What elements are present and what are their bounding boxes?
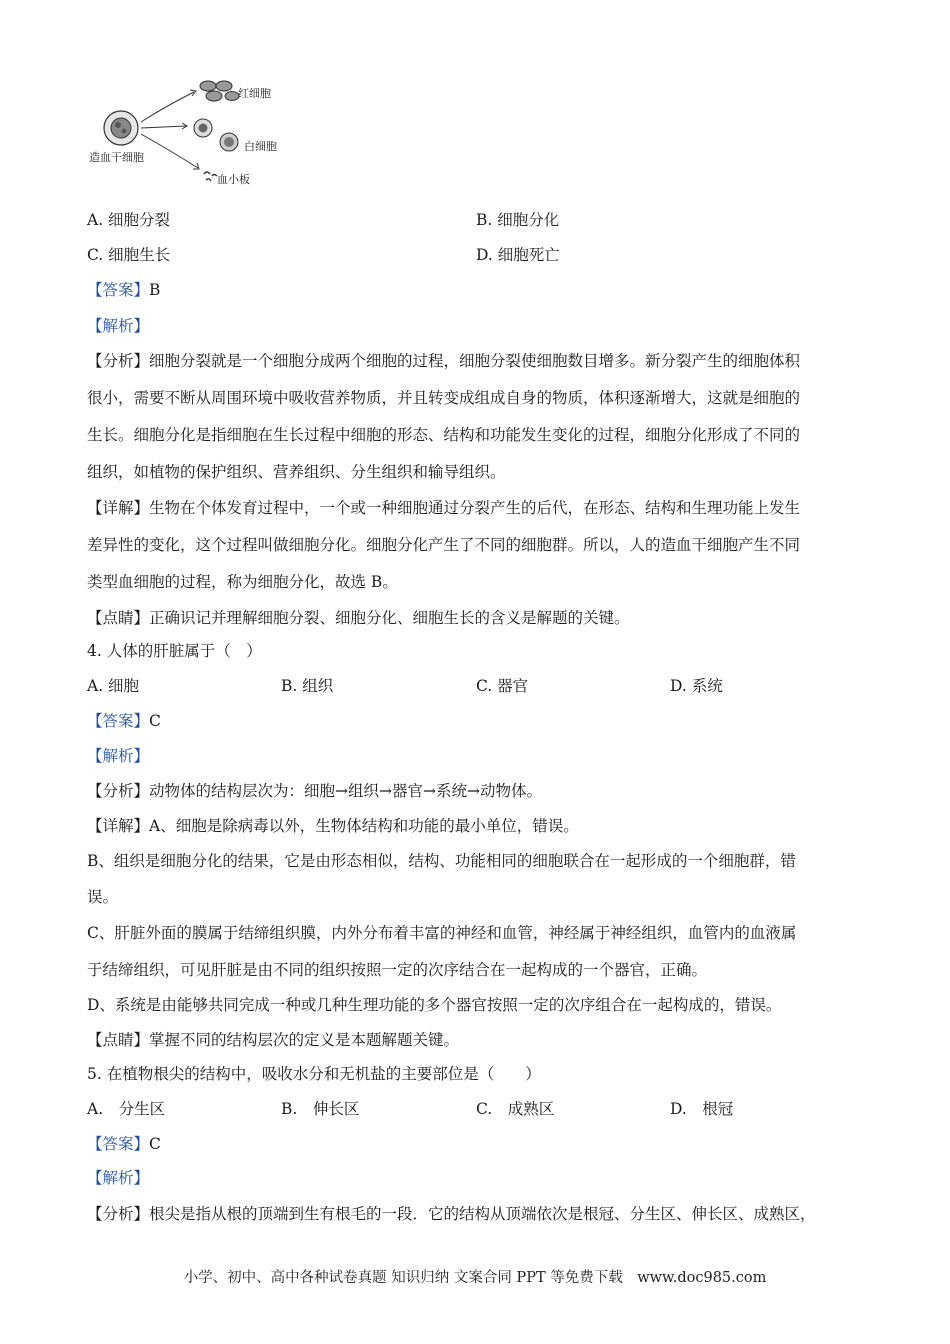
q4-stem: 4. 人体的肝脏属于（ ）: [87, 642, 262, 660]
q3-fenxi-line-4: 组织，如植物的保护组织、营养组织、分生组织和输导组织。: [87, 463, 506, 481]
q5-analysis-heading: [87, 1167, 149, 1189]
analysis-tag: 【解析】: [87, 1169, 150, 1187]
q4-body-line-1: B、组织是细胞分化的结果，它是由形态相似，结构、功能相同的细胞联合在一起形成的一个细胞群，错: [87, 852, 796, 870]
q5-option-d: D. 根冠: [670, 1100, 734, 1118]
q4-option-a: A. 细胞: [87, 677, 140, 695]
paragraph-text: A、细胞是除病毒以外，生物体结构和功能的最小单位，错误。: [149, 817, 579, 835]
xiangjie-tag: 【详解】: [87, 499, 150, 517]
analysis-tag: 【解析】: [87, 747, 150, 765]
q3-xiangjie-line-3: 类型血细胞的过程，称为细胞分化，故选 B。: [87, 573, 398, 591]
q3-answer: [87, 279, 160, 301]
q4-fenxi: [87, 780, 542, 802]
q4-option-d: D. 系统: [670, 677, 723, 695]
paragraph-text: 掌握不同的结构层次的定义是本题解题关键。: [149, 1031, 460, 1049]
q3-xiangjie-line-2: 差异性的变化，这个过程叫做细胞分化。细胞分化产生了不同的细胞群。所以，人的造血干细胞产生不同: [87, 536, 801, 554]
xiangjie-tag: 【详解】: [87, 817, 150, 835]
q3-xiangjie-line-1: [87, 497, 800, 519]
q4-body-line-2: 误。: [87, 888, 119, 906]
paragraph-text: 动物体的结构层次为：细胞→组织→器官→系统→动物体。: [149, 782, 542, 800]
fenxi-tag: 【分析】: [87, 1205, 150, 1223]
q4-body-line-5: D、系统是由能够共同完成一种或几种生理功能的多个器官按照一定的次序组合在一起构成的，错误。: [87, 996, 782, 1014]
wbc-label: 白细胞: [244, 140, 277, 153]
fenxi-tag: 【分析】: [87, 782, 150, 800]
q4-dianjing: [87, 1029, 459, 1051]
cell-differentiation-figure: [86, 76, 286, 192]
platelet-label: 血小板: [217, 173, 250, 186]
q5-option-a: A. 分生区: [87, 1100, 166, 1118]
answer-value: B: [149, 281, 161, 299]
q4-option-c: C. 器官: [476, 677, 529, 695]
dianjing-tag: 【点睛】: [87, 1031, 150, 1049]
paragraph-text: 生物在个体发育过程中，一个或一种细胞通过分裂产生的后代，在形态、结构和生理功能上发生: [149, 499, 801, 517]
q3-analysis-heading: [87, 315, 149, 337]
page-footer: 小学、初中、高中各种试卷真题 知识归纳 文案合同 PPT 等免费下载 www.doc985.com: [183, 1270, 767, 1286]
q3-fenxi-line-3: 生长。细胞分化是指细胞在生长过程中细胞的形态、结构和功能发生变化的过程，细胞分化形成了不同的: [87, 426, 801, 444]
paragraph-text: 根尖是指从根的顶端到生有根毛的一段．它的结构从顶端依次是根冠、分生区、伸长区、成熟区，: [149, 1205, 816, 1223]
dianjing-tag: 【点睛】: [87, 609, 150, 627]
q3-fenxi-line-2: 很小，需要不断从周围环境中吸收营养物质，并且转变成组成自身的物质，体积逐渐增大，这就是细胞的: [87, 389, 801, 407]
q4-option-b: B. 组织: [281, 677, 334, 695]
q5-option-c: C. 成熟区: [476, 1100, 555, 1118]
paragraph-text: 细胞分裂就是一个细胞分成两个细胞的过程，细胞分裂使细胞数目增多。新分裂产生的细胞体积: [149, 352, 801, 370]
q4-body-line-4: 于结缔组织，可见肝脏是由不同的组织按照一定的次序结合在一起构成的一个器官，正确。: [87, 961, 708, 979]
q3-option-b: B. 细胞分化: [476, 211, 560, 229]
q3-fenxi-line-1: [87, 350, 800, 372]
q4-answer: [87, 710, 161, 732]
q4-xiangjie: [87, 815, 579, 837]
rbc-label: 红细胞: [238, 87, 271, 100]
answer-tag: 【答案】: [87, 1135, 150, 1153]
paragraph-text: 正确识记并理解细胞分裂、细胞分化、细胞生长的含义是解题的关键。: [149, 609, 630, 627]
q5-stem: 5. 在植物根尖的结构中，吸收水分和无机盐的主要部位是（ ）: [87, 1065, 541, 1083]
fenxi-tag: 【分析】: [87, 352, 150, 370]
q3-dianjing: [87, 607, 630, 629]
q5-answer: [87, 1133, 161, 1155]
answer-value: C: [149, 1135, 161, 1153]
q4-body-line-3: C、肝脏外面的膜属于结缔组织膜，内外分布着丰富的神经和血管，神经属于神经组织，血管内的血液属: [87, 924, 797, 942]
q3-option-d: D. 细胞死亡: [476, 246, 560, 264]
answer-value: C: [149, 712, 161, 730]
answer-tag: 【答案】: [87, 712, 150, 730]
q5-fenxi: [87, 1203, 816, 1225]
stem-cell-label: 造血干细胞: [89, 151, 144, 164]
analysis-tag: 【解析】: [87, 317, 150, 335]
answer-tag: 【答案】: [87, 281, 150, 299]
q4-analysis-heading: [87, 745, 149, 767]
q3-option-a: A. 细胞分裂: [87, 211, 171, 229]
q5-option-b: B. 伸长区: [281, 1100, 360, 1118]
q3-option-c: C. 细胞生长: [87, 246, 171, 264]
